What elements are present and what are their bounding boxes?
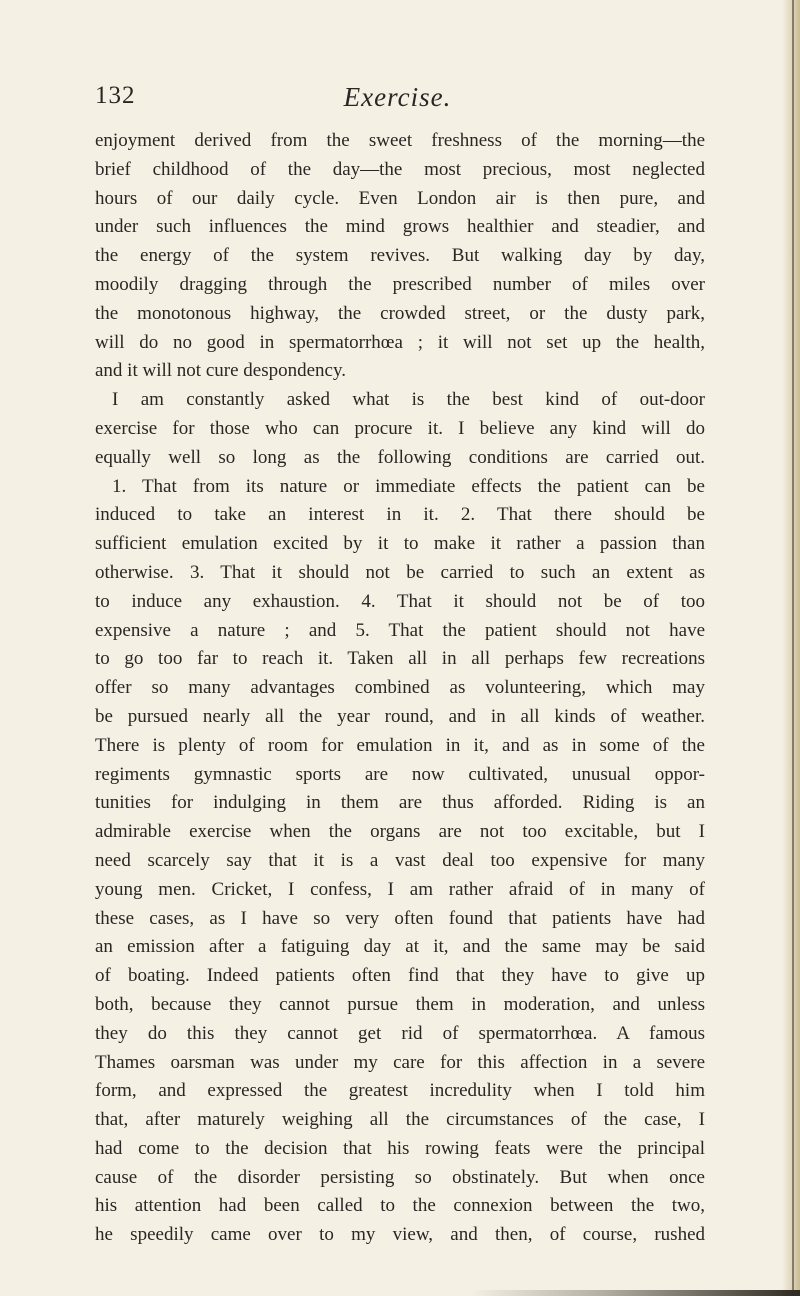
page-edge-shadow (782, 0, 800, 1296)
text-line: equally well so long as the following conditions are carried out. (95, 446, 705, 468)
text-line: otherwise. 3. That it should not be carried to such an extent as (95, 561, 705, 583)
text-line: both, because they cannot pursue them in moderation, and unless (95, 993, 705, 1015)
page-header (95, 82, 700, 116)
text-line: hours of our daily cycle. Even London air is then pure, and (95, 187, 705, 209)
text-line: cause of the disorder persisting so obstinately. But when once (95, 1166, 705, 1188)
text-line: offer so many advantages combined as volunteering, which may (95, 677, 705, 699)
text-line: regiments gymnastic sports are now cultivated, unusual oppor- (95, 763, 705, 785)
text-line: under such influences the mind grows healthier and steadier, and (95, 216, 705, 238)
text-line: enjoyment derived from the sweet freshness of the morning—the (95, 130, 705, 151)
page-bottom-shadow (470, 1290, 800, 1296)
text-line: tunities for indulging in them are thus afforded. Riding is an (95, 792, 705, 814)
text-line: need scarcely say that it is a vast deal too expensive for many (95, 849, 705, 871)
body-text (95, 127, 705, 1250)
text-line: an emission after a fatiguing day at it, and the same may be said (95, 936, 705, 958)
text-line: expensive a nature ; and 5. That the patient should not have (95, 619, 705, 641)
text-line: moodily dragging through the prescribed number of miles over (95, 273, 705, 295)
text-line: I am constantly asked what is the best kind of out-door (112, 389, 705, 411)
text-line: that, after maturely weighing all the circumstances of the case, I (95, 1109, 705, 1131)
page-number: 132 (95, 82, 136, 109)
text-line: these cases, as I have so very often found that patients have had (95, 907, 705, 929)
running-title: Exercise. (343, 82, 452, 112)
text-line: had come to the decision that his rowing feats were the principal (95, 1137, 705, 1159)
text-line: exercise for those who can procure it. I believe any kind will do (95, 417, 705, 439)
text-line: be pursued nearly all the year round, and in all kinds of weather. (95, 705, 705, 727)
text-line: form, and expressed the greatest incredulity when I told him (95, 1080, 705, 1102)
text-line: his attention had been called to the connexion between the two, (95, 1195, 705, 1217)
text-line: he speedily came over to my view, and then, of course, rushed (95, 1224, 705, 1246)
text-line: induced to take an interest in it. 2. That there should be (95, 504, 705, 526)
text-line: to go too far to reach it. Taken all in all perhaps few recreations (95, 648, 705, 670)
text-line: brief childhood of the day—the most precious, most neglected (95, 158, 705, 180)
text-line: the energy of the system revives. But walking day by day, (95, 245, 705, 267)
text-line: Thames oarsman was under my care for this affection in a severe (95, 1051, 705, 1073)
page-edge-line (792, 0, 794, 1296)
text-line: of boating. Indeed patients often find that they have to give up (95, 965, 705, 987)
text-line: 1. That from its nature or immediate effects the patient can be (112, 475, 705, 497)
text-line: to induce any exhaustion. 4. That it should not be of too (95, 590, 705, 612)
text-line: they do this they cannot get rid of spermatorrhœa. A famous (95, 1022, 705, 1044)
text-line: and it will not cure despondency. (95, 360, 346, 382)
text-line: admirable exercise when the organs are not too excitable, but I (95, 821, 705, 843)
text-line: There is plenty of room for emulation in it, and as in some of the (95, 734, 705, 756)
text-line: young men. Cricket, I confess, I am rather afraid of in many of (95, 878, 705, 900)
text-line: sufficient emulation excited by it to make it rather a passion than (95, 533, 705, 555)
text-line: the monotonous highway, the crowded street, or the dusty park, (95, 302, 705, 324)
text-line: will do no good in spermatorrhœa ; it will not set up the health, (95, 331, 705, 353)
